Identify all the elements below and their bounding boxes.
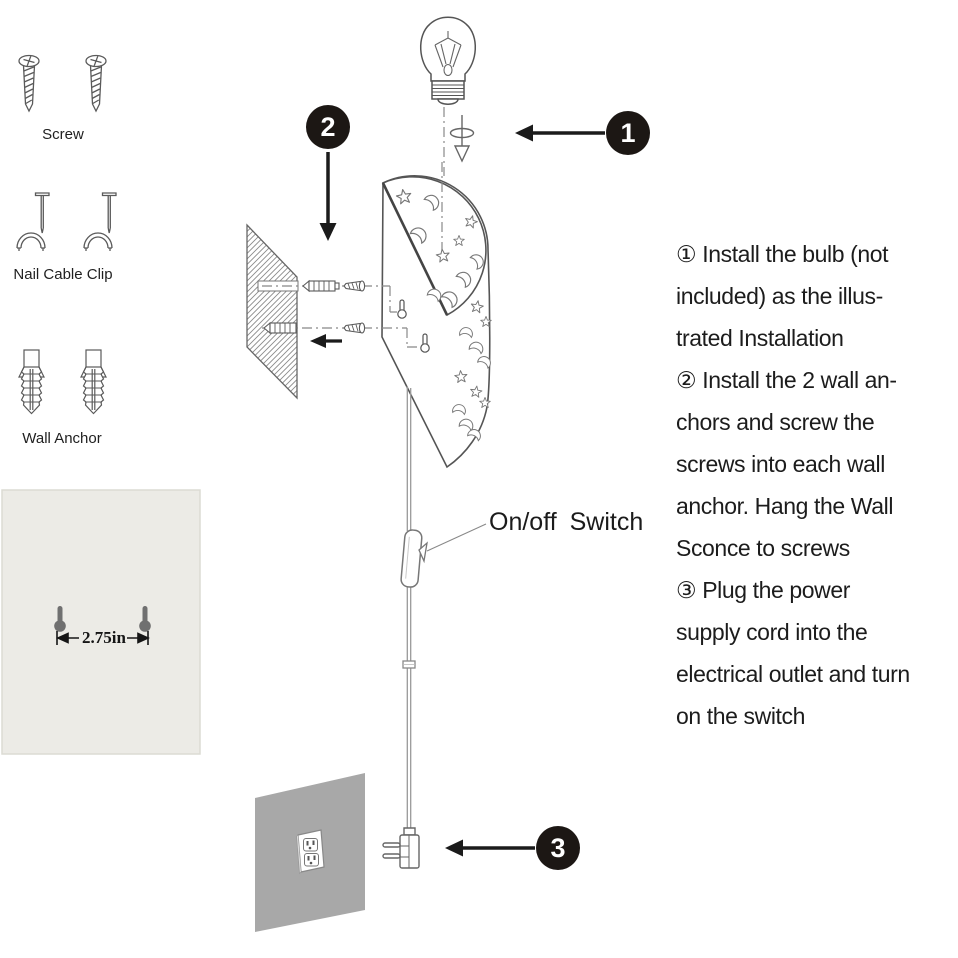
- switch-leader-line: [427, 524, 486, 551]
- instruction-line: ② Install the 2 wall an-: [676, 367, 897, 393]
- step-2-badge: 2: [306, 105, 350, 149]
- instruction-line: included) as the illus-: [676, 283, 883, 309]
- instruction-line: ① Install the bulb (not: [676, 241, 889, 267]
- step-1-badge: 1: [606, 111, 650, 155]
- onoff-switch-label: On/off Switch: [489, 508, 644, 536]
- wall-anchors-drawing: [19, 350, 106, 414]
- cord-joint: [403, 661, 415, 668]
- instruction-text: [676, 233, 910, 737]
- screws-drawing: [19, 56, 106, 112]
- bulb-drawing: [421, 17, 476, 104]
- inline-switch-drawing: [401, 524, 486, 588]
- power-cord: [403, 386, 415, 835]
- instruction-line: anchor. Hang the Wall: [676, 493, 894, 519]
- power-plug-drawing: [383, 828, 419, 868]
- step-3-badge: 3: [536, 826, 580, 870]
- instruction-line: Sconce to screws: [676, 535, 850, 561]
- power-outlet-drawing: [297, 830, 325, 874]
- screw-in-motion-icon: [451, 115, 474, 161]
- mounting-distance-label: 2.75in: [82, 628, 126, 647]
- step-3-arrow: [445, 840, 535, 857]
- wall-cross-section: [247, 225, 297, 398]
- mounting-template-panel: [2, 490, 200, 754]
- screw-label: Screw: [42, 126, 84, 143]
- instruction-line: on the switch: [676, 703, 806, 729]
- wall-anchor-label: Wall Anchor: [22, 430, 102, 447]
- insert-direction-arrow: [310, 334, 342, 348]
- nail-cable-clips-drawing: [17, 193, 116, 251]
- outlet-wall: [255, 773, 365, 932]
- step-1-arrow: [515, 125, 605, 142]
- instruction-line: screws into each wall: [676, 451, 885, 477]
- step-2-arrow: [320, 152, 337, 241]
- instruction-line: electrical outlet and turn: [676, 661, 910, 687]
- instruction-line: chors and screw the: [676, 409, 875, 435]
- instruction-line: supply cord into the: [676, 619, 868, 645]
- instruction-line: ③ Plug the power: [676, 577, 851, 603]
- nail-cable-clip-label: Nail Cable Clip: [13, 266, 113, 283]
- instruction-line: trated Installation: [676, 325, 844, 351]
